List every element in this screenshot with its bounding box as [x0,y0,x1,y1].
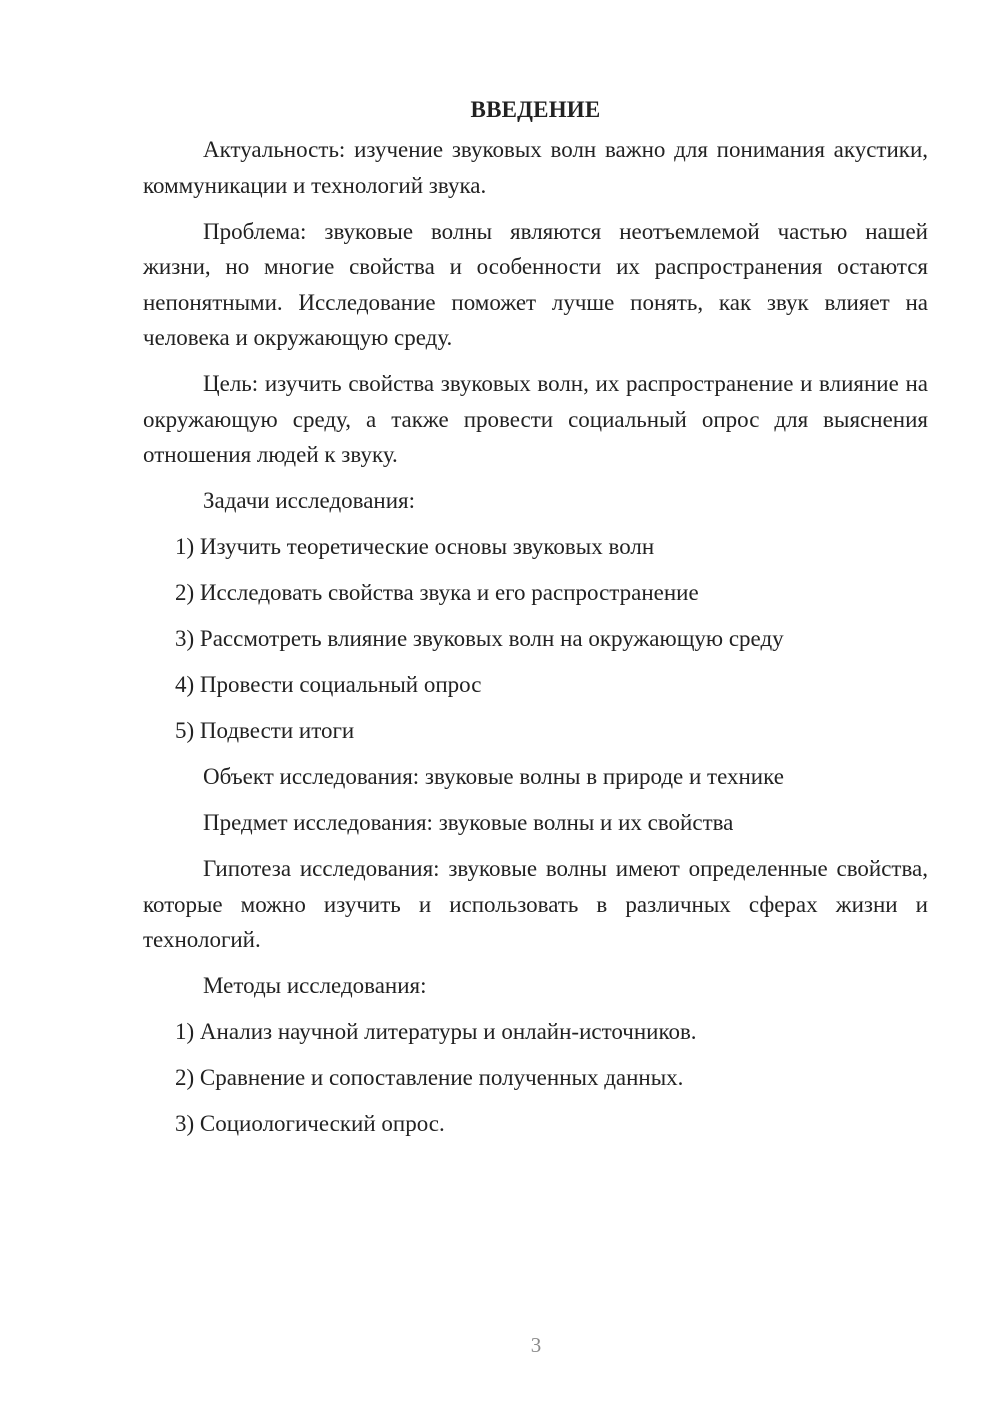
methods-heading: Методы исследования: [203,973,427,998]
tasks-heading: Задачи исследования: [203,488,416,513]
method-item: 3) Социологический опрос. [175,1111,445,1136]
relevance-paragraph: Актуальность: изучение звуковых волн важно для понимания акустики, коммуникации и технологий звука. [143,137,928,198]
page-number: 3 [530,1333,542,1357]
research-subject: Предмет исследования: звуковые волны и их свойства [203,810,734,835]
goal-paragraph: Цель: изучить свойства звуковых волн, их распространение и влияние на окружающую среду, а также провести социальный опрос для выяснения отношения людей к звуку. [143,371,928,467]
page-title: ВВЕДЕНИЕ [470,97,601,122]
research-object: Объект исследования: звуковые волны в природе и технике [203,764,784,789]
document-page [143,92,928,1152]
method-item: 2) Сравнение и сопоставление полученных данных. [175,1065,684,1090]
hypothesis-paragraph: Гипотеза исследования: звуковые волны имеют определенные свойства, которые можно изучить и использовать в различных сферах жизни и технологий. [143,856,928,952]
problem-paragraph: Проблема: звуковые волны являются неотъемлемой частью нашей жизни, но многие свойства и особенности их распространения остаются непонятными. Исследование поможет лучше понять, как звук влияет на человека и окружающую среду. [143,218,928,350]
task-item: 3) Рассмотреть влияние звуковых волн на окружающую среду [175,626,784,651]
task-item: 2) Исследовать свойства звука и его распространение [175,580,699,605]
method-item: 1) Анализ научной литературы и онлайн-источников. [175,1019,697,1044]
task-item: 4) Провести социальный опрос [175,672,482,697]
task-item: 1) Изучить теоретические основы звуковых волн [175,534,655,559]
task-item: 5) Подвести итоги [175,718,355,743]
